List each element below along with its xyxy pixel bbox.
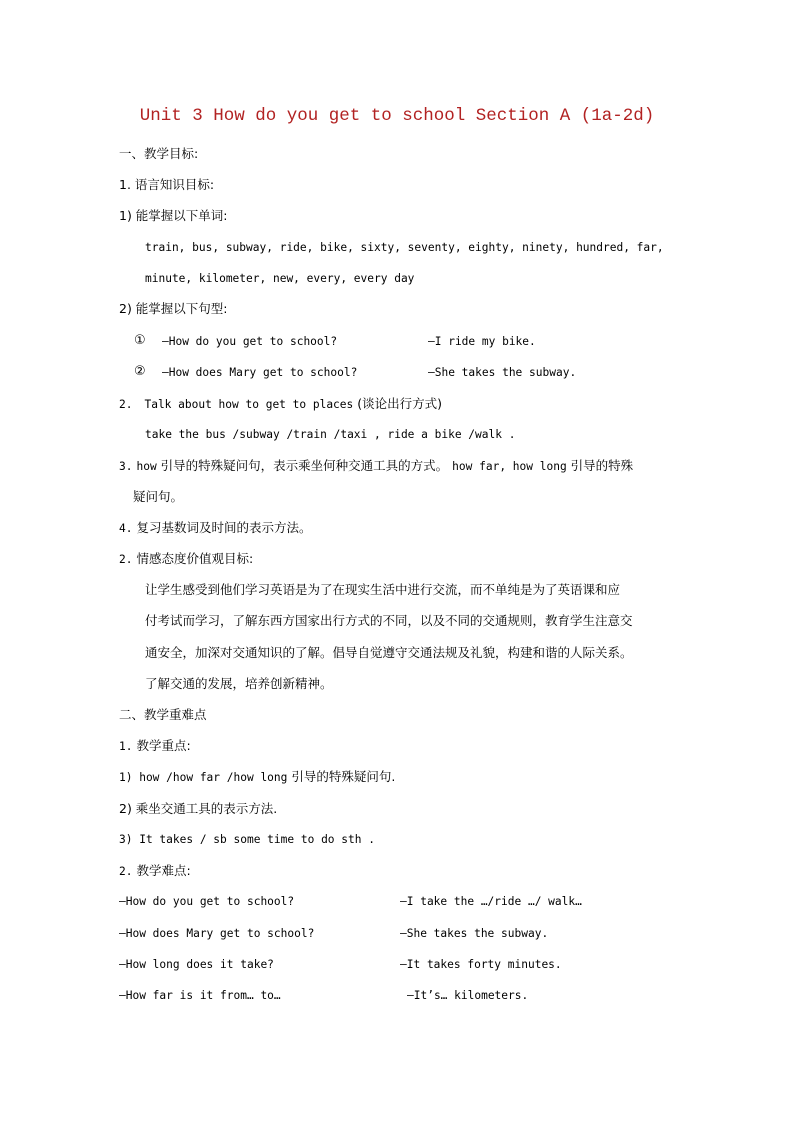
section-2-heading: 二、教学重难点 <box>119 707 207 722</box>
dialog-answer: —It takes forty minutes. <box>400 958 562 971</box>
vocab-line-1: train, bus, subway, ride, bike, sixty, seventy, eighty, ninety, hundred, far, <box>145 241 664 254</box>
review-numbers-number: 4. <box>119 522 133 535</box>
how-question-continuation: 疑问句。 <box>133 489 184 504</box>
review-numbers-text: 复习基数词及时间的表示方法。 <box>136 520 312 535</box>
key-points-text: 教学重点: <box>136 738 191 753</box>
how-question-text: 引导的特殊疑问句，表示乘坐何种交通工具的方式。 <box>160 458 449 473</box>
talk-about-english: Talk about how to get to places <box>144 398 354 411</box>
dialog-answer: —I take the …/ride …/ walk… <box>400 895 582 908</box>
dialog-answer: —It’s… kilometers. <box>407 989 529 1002</box>
vocab-line-2: minute, kilometer, new, every, every day <box>145 272 415 285</box>
dialog-question: —How do you get to school? <box>119 895 295 908</box>
pattern-1-marker: ① <box>134 333 146 348</box>
key-point-2: 2) 乘坐交通工具的表示方法. <box>119 801 278 816</box>
attitude-number: 2. <box>119 553 133 566</box>
attitude-text: 情感态度价值观目标: <box>136 551 254 566</box>
section-1-heading: 一、教学目标: <box>119 146 199 161</box>
key-point-3: 3) It takes / sb some time to do sth . <box>119 833 375 846</box>
dialog-question: —How does Mary get to school? <box>119 927 315 940</box>
attitude-heading <box>119 550 253 569</box>
attitude-paragraph-line: 通安全，加深对交通知识的了解。倡导自觉遵守交通法规及礼貌，构建和谐的人际关系。 <box>145 645 633 660</box>
how-keyword: how <box>136 460 157 473</box>
pattern-1-answer: —I ride my bike. <box>428 335 536 348</box>
key-points-heading <box>119 737 191 756</box>
vocab-heading: 1) 能掌握以下单词: <box>119 208 228 223</box>
transport-phrases: take the bus /subway /train /taxi , ride a bike /walk . <box>145 428 516 441</box>
how-question-line <box>119 457 633 476</box>
difficult-points-number: 2. <box>119 865 133 878</box>
difficult-points-heading <box>119 862 191 881</box>
pattern-1-question: —How do you get to school? <box>162 335 338 348</box>
pattern-2-marker: ② <box>134 364 146 379</box>
document-title: Unit 3 How do you get to school Section A (1a-2d) <box>139 106 655 126</box>
how-question-text-2: 引导的特殊 <box>570 458 634 473</box>
attitude-paragraph-line: 了解交通的发展，培养创新精神。 <box>145 676 333 691</box>
review-numbers-line <box>119 519 311 538</box>
how-far-how-long: how far, how long <box>452 460 567 473</box>
attitude-paragraph-line: 让学生感受到他们学习英语是为了在现实生活中进行交流，而不单纯是为了英语课和应 <box>145 582 621 597</box>
attitude-paragraph-line: 付考试而学习，了解东西方国家出行方式的不同，以及不同的交通规则，教育学生注意交 <box>145 613 633 628</box>
talk-about-chinese: (谈论出行方式) <box>357 396 443 411</box>
dialog-answer: —She takes the subway. <box>400 927 549 940</box>
pattern-2-question: —How does Mary get to school? <box>162 366 358 379</box>
sentence-pattern-heading: 2) 能掌握以下句型: <box>119 301 228 316</box>
key-points-number: 1. <box>119 740 133 753</box>
key-point-1 <box>119 768 395 787</box>
key-point-1-english: 1) how /how far /how long <box>119 771 288 784</box>
section-1-1-heading: 1. 语言知识目标: <box>119 177 215 192</box>
pattern-2-answer: —She takes the subway. <box>428 366 577 379</box>
dialog-question: —How long does it take? <box>119 958 274 971</box>
dialog-question: —How far is it from… to… <box>119 989 281 1002</box>
talk-about-line <box>119 395 442 414</box>
talk-about-number: 2. <box>119 398 133 411</box>
difficult-points-text: 教学难点: <box>136 863 191 878</box>
how-question-number: 3. <box>119 460 133 473</box>
key-point-1-chinese: 引导的特殊疑问句. <box>291 769 396 784</box>
